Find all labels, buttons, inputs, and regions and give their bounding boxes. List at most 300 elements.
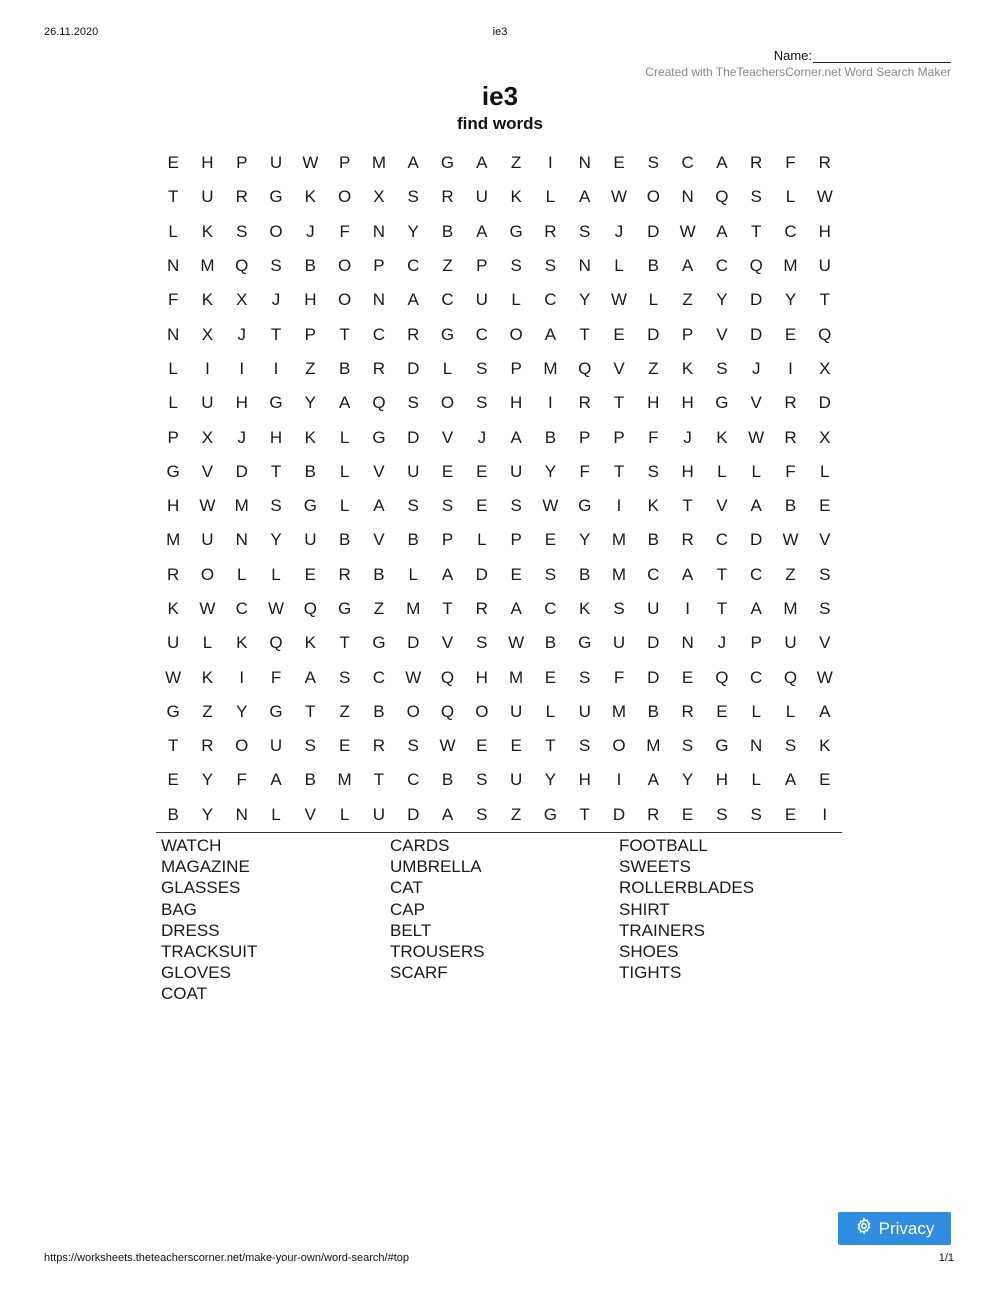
grid-letter: R [338, 564, 351, 584]
grid-letter: S [647, 461, 659, 481]
grid-letter: V [373, 461, 385, 481]
grid-letter: T [339, 324, 350, 344]
grid-letter: E [338, 736, 351, 756]
grid-letter: U [612, 633, 626, 653]
grid-letter: P [681, 324, 694, 344]
grid-letter: K [167, 599, 179, 618]
grid-letter: K [236, 633, 248, 653]
grid-letter: C [750, 564, 763, 584]
grid-letter: H [681, 461, 694, 481]
grid-letter: I [239, 358, 245, 378]
grid-letter: M [200, 256, 215, 276]
grid-letter: Q [269, 633, 283, 653]
grid-letter: F [785, 461, 796, 481]
grid-letter: H [647, 393, 660, 413]
grid-letter: K [304, 633, 316, 653]
grid-letter: L [202, 633, 213, 653]
grid-letter: B [338, 358, 351, 378]
grid-letter: E [716, 701, 728, 721]
grid-letter: S [441, 496, 454, 516]
grid-letter: J [237, 427, 246, 447]
grid-letter: E [476, 461, 488, 481]
grid-letter: Z [339, 701, 350, 721]
grid-letter: Q [715, 187, 729, 207]
grid-letter: T [373, 770, 385, 790]
grid-letter: U [475, 187, 488, 207]
grid-letter: Y [579, 530, 591, 550]
grid-letter: U [578, 701, 591, 721]
grid-letter: S [510, 496, 522, 516]
grid-letter: L [648, 290, 659, 310]
grid-letter: B [304, 770, 316, 790]
grid-letter: A [784, 770, 797, 790]
grid-letter: B [373, 564, 385, 584]
grid-letter: M [783, 599, 798, 618]
word-list-item: TRACKSUIT [161, 941, 258, 961]
word-list-item: CARDS [390, 836, 450, 855]
grid-letter: E [681, 667, 694, 687]
grid-letter: T [167, 736, 179, 756]
grid-letter: W [268, 599, 285, 618]
word-list-item: SCARF [390, 963, 448, 983]
grid-letter: W [610, 187, 628, 207]
grid-letter: W [165, 667, 182, 687]
grid-letter: K [716, 427, 728, 447]
grid-letter: D [647, 633, 660, 653]
word-list-item: GLOVES [161, 963, 231, 983]
grid-letter: O [440, 393, 455, 413]
grid-letter: A [510, 427, 522, 447]
grid-letter: W [816, 187, 833, 207]
grid-letter: S [476, 770, 488, 790]
grid-letter: O [646, 187, 660, 207]
grid-letter: X [819, 358, 831, 378]
gear-icon [855, 1217, 873, 1240]
grid-letter: D [647, 221, 660, 241]
grid-letter: I [239, 667, 245, 687]
grid-letter: G [440, 324, 455, 344]
page-number: 1/1 [938, 1252, 954, 1264]
grid-letter: J [614, 221, 624, 241]
grid-letter: S [819, 599, 831, 618]
grid-letter: I [548, 393, 553, 413]
grid-letter: B [544, 633, 557, 653]
grid-letter: Y [784, 290, 797, 310]
grid-letter: O [338, 187, 352, 207]
grid-letter: A [716, 221, 728, 241]
grid-letter: L [751, 701, 761, 721]
grid-letter: Q [235, 256, 249, 276]
grid-letter: P [476, 256, 488, 276]
grid-letter: H [681, 393, 694, 413]
grid-letter: L [237, 564, 247, 584]
grid-letter: S [784, 736, 797, 756]
grid-letter: L [785, 187, 796, 207]
grid-letter: U [509, 770, 523, 790]
grid-letter: Z [373, 599, 385, 618]
grid-letter: N [372, 221, 386, 241]
grid-letter: U [647, 599, 660, 618]
grid-letter: J [477, 427, 487, 447]
grid-letter: D [647, 667, 660, 687]
grid-letter: E [476, 736, 488, 756]
grid-letter: S [579, 736, 591, 756]
grid-letter: E [510, 736, 522, 756]
grid-letter: O [475, 701, 489, 721]
grid-letter: R [441, 187, 454, 207]
grid-letter: L [271, 564, 281, 584]
grid-letter: S [819, 564, 831, 584]
word-list-item: UMBRELLA [390, 857, 482, 877]
grid-letter: G [543, 804, 558, 824]
grid-letter: A [441, 564, 454, 584]
grid-letter: A [681, 256, 694, 276]
grid-letter: T [716, 599, 728, 618]
grid-letter: N [167, 324, 180, 344]
grid-letter: M [611, 564, 627, 584]
word-list-item: COAT [161, 984, 207, 1004]
grid-letter: Y [270, 530, 282, 550]
grid-letter: I [685, 599, 690, 618]
grid-letter: F [648, 427, 659, 447]
grid-letter: Z [305, 358, 316, 378]
grid-letter: I [616, 770, 622, 790]
grid-letter: V [750, 393, 762, 413]
grid-letter: M [783, 256, 798, 276]
grid-letter: Y [201, 770, 214, 790]
grid-letter: U [269, 153, 283, 173]
grid-letter: Y [544, 461, 557, 481]
grid-letter: J [717, 633, 727, 653]
grid-letter: U [509, 461, 523, 481]
grid-letter: Z [510, 804, 522, 824]
grid-letter: W [610, 290, 628, 310]
grid-letter: M [509, 667, 524, 687]
grid-letter: S [407, 187, 419, 207]
grid-letter: C [372, 324, 386, 344]
grid-letter: V [373, 530, 385, 550]
grid-letter: Y [304, 393, 316, 413]
grid-letter: Z [785, 564, 796, 584]
grid-letter: R [544, 221, 557, 241]
grid-letter: C [544, 290, 557, 310]
grid-letter: N [681, 187, 694, 207]
grid-letter: L [339, 427, 350, 447]
grid-letter: R [750, 153, 763, 173]
grid-letter: S [270, 496, 282, 516]
word-list-item: GLASSES [161, 878, 241, 898]
grid-letter: L [751, 461, 761, 481]
grid-letter: R [167, 564, 180, 584]
grid-letter: B [441, 221, 454, 241]
grid-letter: Q [440, 701, 455, 721]
letter-grid [156, 146, 842, 833]
grid-letter: A [407, 153, 419, 173]
word-list-item: SHOES [619, 941, 679, 961]
grid-letter: L [168, 393, 178, 413]
grid-letter: T [270, 324, 282, 344]
word-list-item: FOOTBALL [619, 836, 708, 855]
grid-letter: N [681, 633, 694, 653]
grid-letter: O [509, 324, 523, 344]
grid-letter: K [304, 187, 316, 207]
grid-letter: A [819, 701, 831, 721]
grid-letter: P [373, 256, 385, 276]
grid-letter: T [613, 393, 625, 413]
grid-letter: E [167, 153, 179, 173]
grid-letter: T [167, 187, 179, 207]
grid-letter: M [371, 153, 387, 173]
grid-letter: J [237, 324, 246, 344]
grid-letter: W [508, 633, 525, 653]
grid-letter: G [166, 701, 180, 721]
grid-letter: H [304, 290, 317, 310]
grid-letter: E [613, 153, 625, 173]
grid-letter: S [510, 256, 522, 276]
grid-letter: R [647, 804, 660, 824]
grid-letter: D [612, 804, 626, 824]
print-date: 26.11.2020 [44, 26, 99, 38]
grid-letter: C [715, 256, 729, 276]
grid-letter: H [235, 393, 248, 413]
word-list-item: BELT [390, 920, 432, 940]
grid-letter: X [201, 324, 214, 344]
word-list-item: CAP [390, 899, 425, 919]
grid-letter: N [578, 256, 591, 276]
grid-letter: Z [510, 153, 522, 173]
grid-letter: R [681, 701, 694, 721]
name-blank-line [813, 48, 951, 63]
grid-letter: E [819, 770, 831, 790]
grid-letter: M [646, 736, 661, 756]
grid-letter: D [407, 804, 420, 824]
grid-letter: B [647, 530, 659, 550]
grid-letter: A [510, 599, 522, 618]
grid-letter: E [613, 324, 625, 344]
grid-letter: M [543, 358, 558, 378]
grid-letter: R [784, 393, 797, 413]
word-list-item: SHIRT [619, 899, 670, 919]
grid-letter: Y [716, 290, 728, 310]
grid-letter: L [408, 564, 418, 584]
grid-letter: F [236, 770, 247, 790]
grid-letter: C [475, 324, 488, 344]
grid-letter: O [269, 221, 283, 241]
grid-letter: S [579, 667, 591, 687]
grid-letter: N [167, 256, 180, 276]
grid-letter: T [442, 599, 453, 618]
grid-letter: W [816, 667, 833, 687]
grid-letter: B [407, 530, 419, 550]
grid-letter: T [716, 564, 728, 584]
word-list-item: BAG [161, 899, 197, 919]
grid-letter: P [750, 633, 762, 653]
name-label: Name: [773, 48, 812, 63]
grid-letter: V [716, 324, 728, 344]
grid-letter: A [270, 770, 282, 790]
grid-letter: G [166, 461, 180, 481]
grid-letter: O [612, 736, 626, 756]
grid-letter: I [822, 804, 828, 824]
grid-letter: F [579, 461, 590, 481]
grid-letter: K [681, 358, 694, 378]
grid-letter: N [578, 153, 591, 173]
grid-letter: R [407, 324, 420, 344]
grid-letter: D [750, 290, 763, 310]
grid-letter: S [681, 736, 694, 756]
grid-letter: Q [749, 256, 763, 276]
grid-letter: H [509, 393, 523, 413]
grid-letter: S [476, 633, 488, 653]
grid-letter: S [544, 256, 557, 276]
grid-letter: G [578, 633, 592, 653]
grid-letter: Y [544, 770, 557, 790]
grid-letter: I [548, 153, 553, 173]
grid-letter: Y [236, 701, 248, 721]
grid-letter: C [750, 667, 763, 687]
grid-letter: H [269, 427, 283, 447]
grid-letter: A [716, 153, 728, 173]
grid-letter: R [578, 393, 591, 413]
grid-letter: J [683, 427, 692, 447]
worksheet-title: ie3 [481, 81, 519, 111]
grid-letter: G [715, 393, 729, 413]
grid-letter: N [235, 530, 248, 550]
grid-letter: X [373, 187, 385, 207]
print-document-title: ie3 [492, 26, 508, 38]
grid-letter: P [510, 530, 522, 550]
grid-letter: P [304, 324, 316, 344]
grid-letter: Y [579, 290, 591, 310]
grid-letter: S [647, 153, 659, 173]
grid-letter: S [338, 667, 351, 687]
grid-letter: U [201, 187, 214, 207]
grid-letter: M [611, 530, 627, 550]
grid-letter: L [477, 530, 487, 550]
grid-letter: S [304, 736, 316, 756]
grid-letter: X [236, 290, 248, 310]
grid-letter: U [818, 256, 831, 276]
grid-letter: U [475, 290, 488, 310]
privacy-label: Privacy [878, 1218, 935, 1238]
grid-letter: A [338, 393, 351, 413]
grid-letter: P [579, 427, 591, 447]
grid-letter: H [818, 221, 831, 241]
grid-letter: C [372, 667, 386, 687]
grid-letter: E [681, 804, 694, 824]
grid-letter: O [235, 736, 249, 756]
grid-letter: C [647, 564, 660, 584]
grid-letter: C [544, 599, 557, 618]
grid-letter: N [235, 804, 248, 824]
grid-letter: E [819, 496, 831, 516]
grid-letter: A [476, 153, 488, 173]
grid-letter: E [784, 324, 797, 344]
grid-letter: K [579, 599, 591, 618]
credit-line: Created with TheTeachersCorner.net Word Search Maker [645, 65, 951, 79]
grid-letter: S [716, 358, 728, 378]
grid-letter: W [439, 736, 456, 756]
grid-letter: B [784, 496, 797, 516]
grid-letter: L [168, 221, 178, 241]
grid-letter: U [509, 701, 523, 721]
grid-letter: L [751, 770, 761, 790]
word-list-item: TIGHTS [619, 963, 682, 983]
grid-letter: A [373, 496, 385, 516]
grid-letter: S [407, 496, 419, 516]
grid-letter: Y [407, 221, 419, 241]
grid-letter: B [304, 256, 316, 276]
grid-letter: G [303, 496, 317, 516]
grid-letter: L [545, 187, 556, 207]
grid-letter: S [270, 256, 282, 276]
grid-letter: U [167, 633, 180, 653]
grid-letter: O [338, 290, 352, 310]
grid-letter: M [611, 701, 627, 721]
grid-letter: H [167, 496, 180, 516]
grid-letter: P [167, 427, 179, 447]
grid-letter: B [304, 461, 316, 481]
grid-letter: N [750, 736, 763, 756]
grid-letter: G [269, 187, 283, 207]
privacy-button[interactable] [838, 1212, 951, 1245]
grid-letter: Y [201, 804, 214, 824]
grid-letter: W [782, 530, 799, 550]
grid-letter: D [407, 358, 420, 378]
grid-letter: D [407, 427, 420, 447]
grid-letter: A [476, 221, 488, 241]
grid-letter: G [338, 599, 352, 618]
grid-letter: B [441, 770, 454, 790]
grid-letter: U [201, 393, 214, 413]
grid-letter: D [647, 324, 660, 344]
grid-letter: Q [303, 599, 317, 618]
grid-letter: V [304, 804, 316, 824]
grid-letter: K [819, 736, 831, 756]
grid-letter: W [199, 599, 216, 618]
grid-letter: G [372, 427, 386, 447]
grid-letter: O [406, 701, 420, 721]
grid-letter: X [201, 427, 214, 447]
grid-letter: D [750, 324, 763, 344]
grid-letter: G [269, 701, 283, 721]
grid-letter: D [818, 393, 831, 413]
grid-letter: P [510, 358, 522, 378]
name-field [774, 48, 951, 63]
grid-letter: C [715, 530, 729, 550]
word-list-item: TROUSERS [390, 941, 485, 961]
grid-letter: R [818, 153, 831, 173]
grid-letter: T [819, 290, 830, 310]
grid-letter: O [200, 564, 215, 584]
grid-letter: S [716, 804, 728, 824]
grid-letter: S [750, 187, 762, 207]
grid-letter: R [372, 358, 386, 378]
grid-letter: T [305, 701, 316, 721]
grid-letter: Q [715, 667, 729, 687]
grid-letter: Q [818, 324, 832, 344]
grid-letter: C [407, 256, 420, 276]
grid-letter: V [819, 633, 831, 653]
grid-letter: L [168, 358, 178, 378]
grid-letter: V [819, 530, 831, 550]
grid-letter: T [579, 804, 590, 824]
grid-letter: G [372, 633, 386, 653]
grid-letter: L [511, 290, 521, 310]
grid-letter: T [270, 461, 282, 481]
grid-letter: I [616, 496, 622, 516]
grid-letter: E [784, 804, 797, 824]
